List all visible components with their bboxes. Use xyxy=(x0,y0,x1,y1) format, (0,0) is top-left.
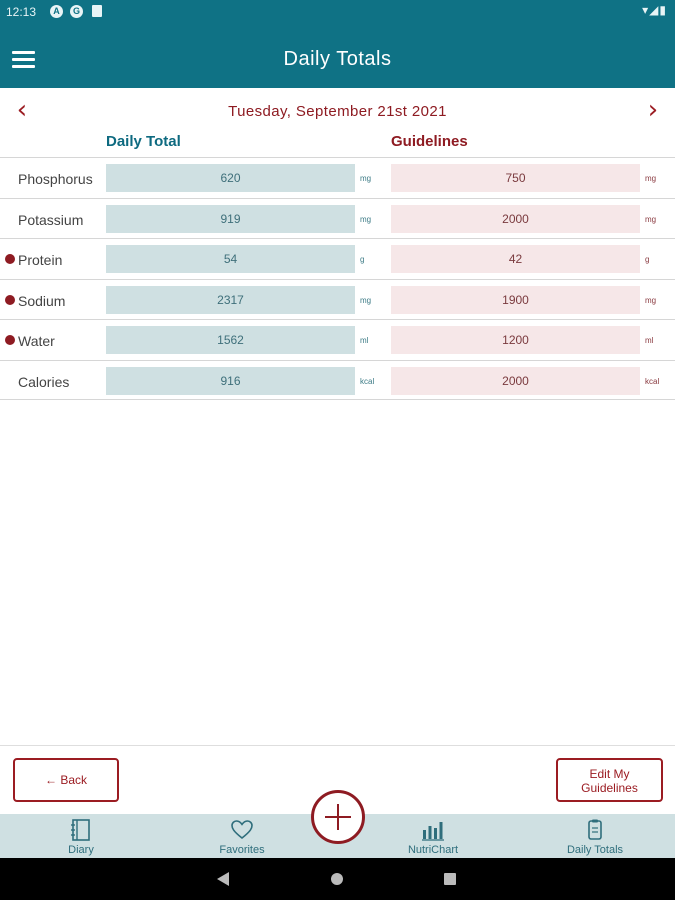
tab-label: Daily Totals xyxy=(566,844,624,856)
page-title: Daily Totals xyxy=(283,48,392,70)
next-day-icon[interactable]: › xyxy=(647,95,659,125)
guideline-value: 2000 xyxy=(391,367,640,395)
notebook-icon xyxy=(68,818,94,842)
edit-guidelines-label-line2: Guidelines xyxy=(581,781,638,795)
daily-unit: kcal xyxy=(360,376,375,386)
edit-guidelines-label-line1: Edit My xyxy=(589,767,630,781)
clipboard-icon xyxy=(582,818,608,842)
tab-nutrichart[interactable] xyxy=(373,814,493,858)
nutrient-name: Sodium xyxy=(18,292,66,309)
previous-day-icon[interactable]: ‹ xyxy=(16,95,28,125)
nutrient-row xyxy=(0,279,675,320)
date-navigation xyxy=(0,95,675,126)
over-limit-indicator-icon xyxy=(5,295,15,305)
nutrient-row xyxy=(0,360,675,401)
nutrient-name: Water xyxy=(18,333,55,349)
tab-diary[interactable] xyxy=(21,814,141,858)
daily-total-value: 919 xyxy=(106,205,355,233)
guideline-value: 1900 xyxy=(391,286,640,314)
daily-total-value: 620 xyxy=(106,164,355,192)
nutrient-row xyxy=(0,157,675,198)
daily-total-value: 54 xyxy=(106,245,355,273)
tab-favorites[interactable] xyxy=(182,814,302,858)
guideline-value: 2000 xyxy=(391,205,640,233)
nutrient-name: Potassium xyxy=(18,211,84,228)
daily-unit: g xyxy=(360,255,365,264)
tab-label: Favorites xyxy=(219,844,265,856)
over-limit-indicator-icon xyxy=(5,254,15,264)
nutrient-name: Calories xyxy=(18,373,70,390)
system-home-icon[interactable] xyxy=(331,873,343,885)
status-time: 12:13 xyxy=(6,5,37,19)
tab-label: Diary xyxy=(68,844,94,856)
nutrient-row xyxy=(0,319,675,360)
divider xyxy=(0,745,675,746)
system-navigation-bar xyxy=(0,858,675,900)
daily-total-value: 916 xyxy=(106,367,355,395)
daily-unit: mg xyxy=(360,214,372,224)
guideline-value: 750 xyxy=(391,164,640,192)
daily-unit: mg xyxy=(360,295,372,305)
guidelines-header: Guidelines xyxy=(391,133,468,150)
daily-total-value: 2317 xyxy=(106,286,355,314)
status-bar xyxy=(0,0,675,24)
bar-chart-icon xyxy=(420,818,446,842)
nutrient-row xyxy=(0,198,675,239)
system-back-icon[interactable] xyxy=(217,872,229,886)
notification-g-icon: G xyxy=(70,5,83,18)
daily-unit: ml xyxy=(360,336,369,345)
back-button[interactable]: ← Back xyxy=(13,758,119,802)
sd-card-icon xyxy=(92,5,102,17)
guideline-unit: g xyxy=(645,255,650,264)
system-recents-icon[interactable] xyxy=(444,873,456,885)
over-limit-indicator-icon xyxy=(5,335,15,345)
daily-total-value: 1562 xyxy=(106,326,355,354)
nutrient-row xyxy=(0,238,675,279)
guideline-value: 42 xyxy=(391,245,640,273)
guideline-value: 1200 xyxy=(391,326,640,354)
tab-daily-totals[interactable] xyxy=(535,814,655,858)
signal-battery-icons: ▾◢▮ xyxy=(642,3,667,17)
edit-guidelines-button[interactable] xyxy=(556,758,663,802)
notification-a-icon: A xyxy=(50,5,63,18)
guideline-unit: mg xyxy=(645,174,657,183)
guideline-unit: mg xyxy=(645,214,657,224)
daily-unit: mg xyxy=(360,174,372,183)
app-bar xyxy=(0,24,675,88)
daily-total-header: Daily Total xyxy=(106,133,181,150)
current-date: Tuesday, September 21st 2021 xyxy=(228,103,447,120)
nutrient-name: Protein xyxy=(18,252,63,268)
guideline-unit: kcal xyxy=(645,376,660,386)
nutrient-name: Phosphorus xyxy=(18,171,93,187)
guideline-unit: mg xyxy=(645,295,657,305)
heart-icon xyxy=(229,818,255,842)
tab-label: NutriChart xyxy=(407,844,459,856)
add-entry-button[interactable] xyxy=(311,790,365,844)
nutrient-table xyxy=(0,157,675,400)
guideline-unit: ml xyxy=(645,336,654,345)
